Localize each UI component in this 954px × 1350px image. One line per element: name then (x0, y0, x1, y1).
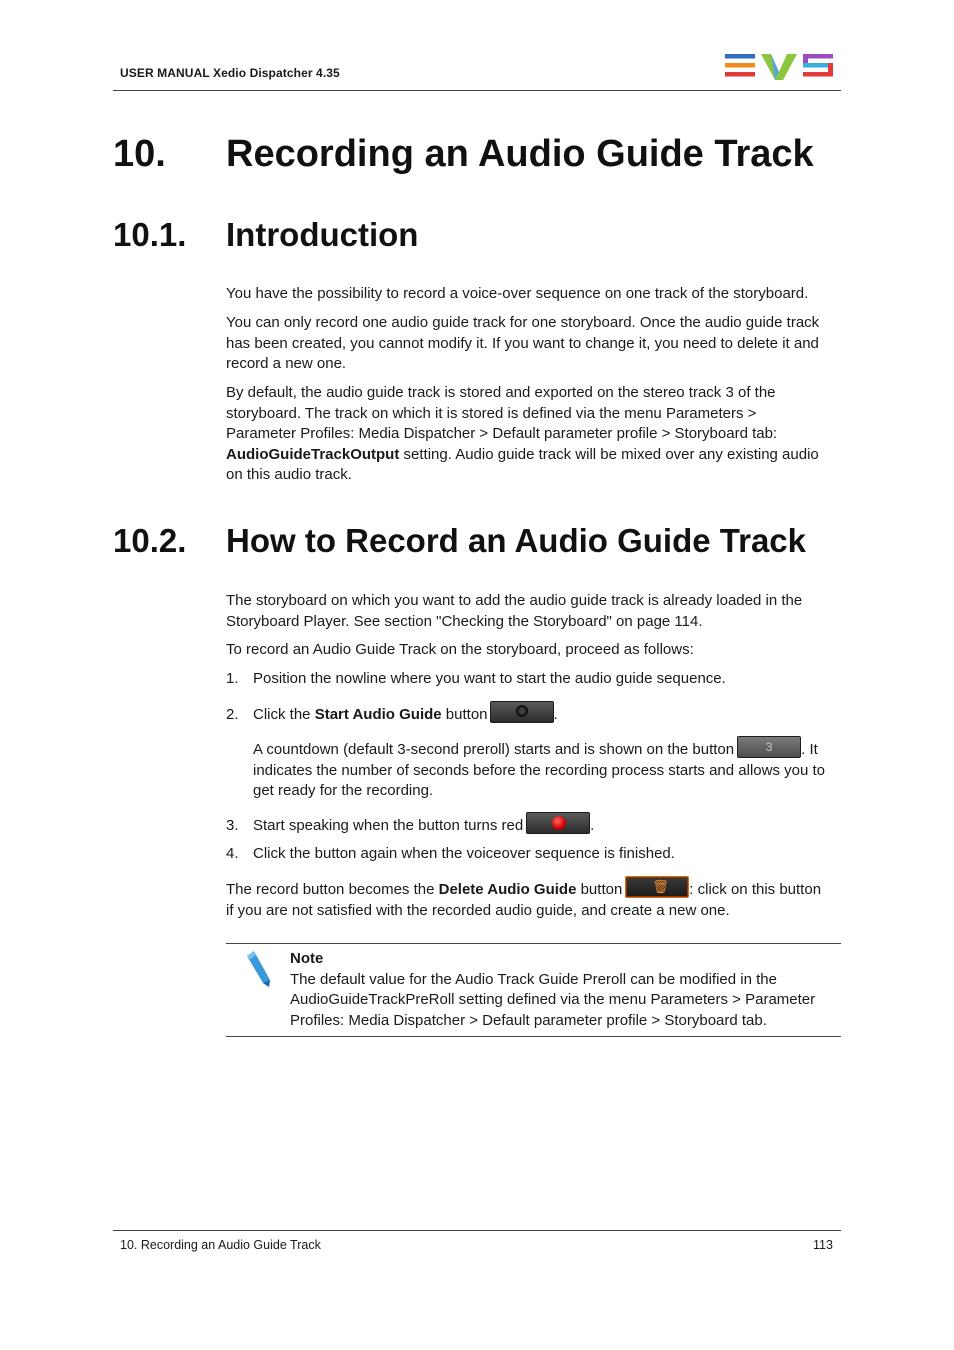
section-number: 10.1. (113, 216, 187, 253)
start-audio-guide-button[interactable] (490, 701, 554, 723)
footer-divider (113, 1230, 841, 1231)
text-line: on this audio track. (226, 466, 352, 483)
text-line: if you are not satisfied with the recorded audio guide, and create a new one. (226, 901, 730, 919)
chapter-number: 10. (113, 133, 166, 175)
text-fragment: setting. Audio guide track will be mixed over any existing audio (399, 445, 819, 463)
text-line: has been created, you cannot modify it. If you want to change it, you need to delete it and (226, 334, 819, 352)
note-bottom-rule (226, 1036, 841, 1037)
countdown-digit: 3 (765, 740, 773, 755)
text-fragment: . (590, 817, 595, 834)
red-record-icon (552, 816, 566, 830)
text-line: get ready for the recording. (253, 782, 434, 799)
text-line (226, 445, 844, 466)
step-text: Position the nowline where you want to start the audio guide sequence. (253, 670, 726, 687)
text-fragment: The record button becomes the (226, 881, 439, 898)
recording-button[interactable] (526, 812, 590, 834)
paragraph (226, 591, 844, 632)
paragraph (226, 313, 844, 375)
text-line: The default value for the Audio Track Guide Preroll can be modified in the (290, 970, 777, 988)
footer-chapter: 10. Recording an Audio Guide Track (120, 1238, 321, 1252)
record-ring-icon (516, 705, 528, 717)
text-fragment: . It (801, 741, 818, 758)
section-title: How to Record an Audio Guide Track (226, 522, 807, 559)
section-number: 10.2. (113, 522, 187, 559)
trash-icon: 🗑 (652, 879, 669, 895)
text-line (226, 880, 844, 901)
text-line: Storyboard Player. See section "Checking the Storyboard" on page 114. (226, 612, 703, 630)
section-title: Introduction (226, 216, 419, 253)
text-line: You can only record one audio guide track for one storyboard. Once the audio guide track (226, 314, 820, 331)
text-fragment: A countdown (default 3-second preroll) starts and is shown on the button (253, 741, 735, 758)
text-fragment: button (576, 881, 623, 898)
paragraph: To record an Audio Guide Track on the storyboard, proceed as follows: (226, 641, 694, 658)
text-fragment: Click the (253, 706, 315, 723)
text-line: record a new one. (226, 355, 347, 372)
pencil-icon (243, 950, 273, 990)
text-line: Profiles: Media Dispatcher > Default parameter profile > Storyboard tab. (290, 1011, 767, 1029)
text-line: storyboard. The track on which it is stored is defined via the menu Parameters > (226, 404, 757, 422)
step-number: 2. (226, 706, 239, 723)
header-divider (113, 90, 841, 91)
text-line: By default, the audio guide track is stored and exported on the stereo track 3 of the (226, 384, 776, 401)
paragraph (226, 880, 844, 921)
text-fragment: : click on this button (689, 881, 822, 898)
note-content (290, 949, 841, 1031)
manual-title: USER MANUAL Xedio Dispatcher 4.35 (120, 66, 340, 80)
page-number: 113 (813, 1238, 833, 1252)
chapter-title: Recording an Audio Guide Track (226, 133, 814, 175)
paragraph: You have the possibility to record a voice-over sequence on one track of the storyboard. (226, 285, 809, 302)
step-number: 4. (226, 845, 239, 862)
step-text (253, 705, 844, 726)
button-name: Start Audio Guide (314, 706, 442, 723)
text-line: indicates the number of seconds before the recording process starts and allows you to (253, 761, 825, 779)
setting-name: AudioGuideTrackOutput (226, 445, 400, 463)
text-line: Parameter Profiles: Media Dispatcher > Default parameter profile > Storyboard tab: (226, 425, 778, 442)
step-text: Click the button again when the voiceover sequence is finished. (253, 845, 675, 862)
step-number: 3. (226, 817, 239, 834)
text-fragment: . (553, 706, 558, 723)
note-top-rule (226, 943, 841, 944)
step-number: 1. (226, 670, 239, 687)
text-fragment: Start speaking when the button turns red (253, 817, 524, 834)
text-fragment: button (441, 706, 488, 723)
step-text (253, 816, 844, 837)
evs-logo (725, 52, 837, 82)
text-line (253, 740, 844, 761)
note-title: Note (290, 950, 324, 967)
delete-audio-guide-button[interactable] (625, 876, 689, 898)
text-line: AudioGuideTrackPreRoll setting defined via the menu Parameters > Parameter (290, 991, 816, 1008)
countdown-button[interactable] (737, 736, 801, 758)
button-name: Delete Audio Guide (438, 881, 577, 898)
text-line: The storyboard on which you want to add the audio guide track is already loaded in the (226, 592, 803, 609)
paragraph (253, 740, 844, 802)
paragraph (226, 383, 844, 486)
